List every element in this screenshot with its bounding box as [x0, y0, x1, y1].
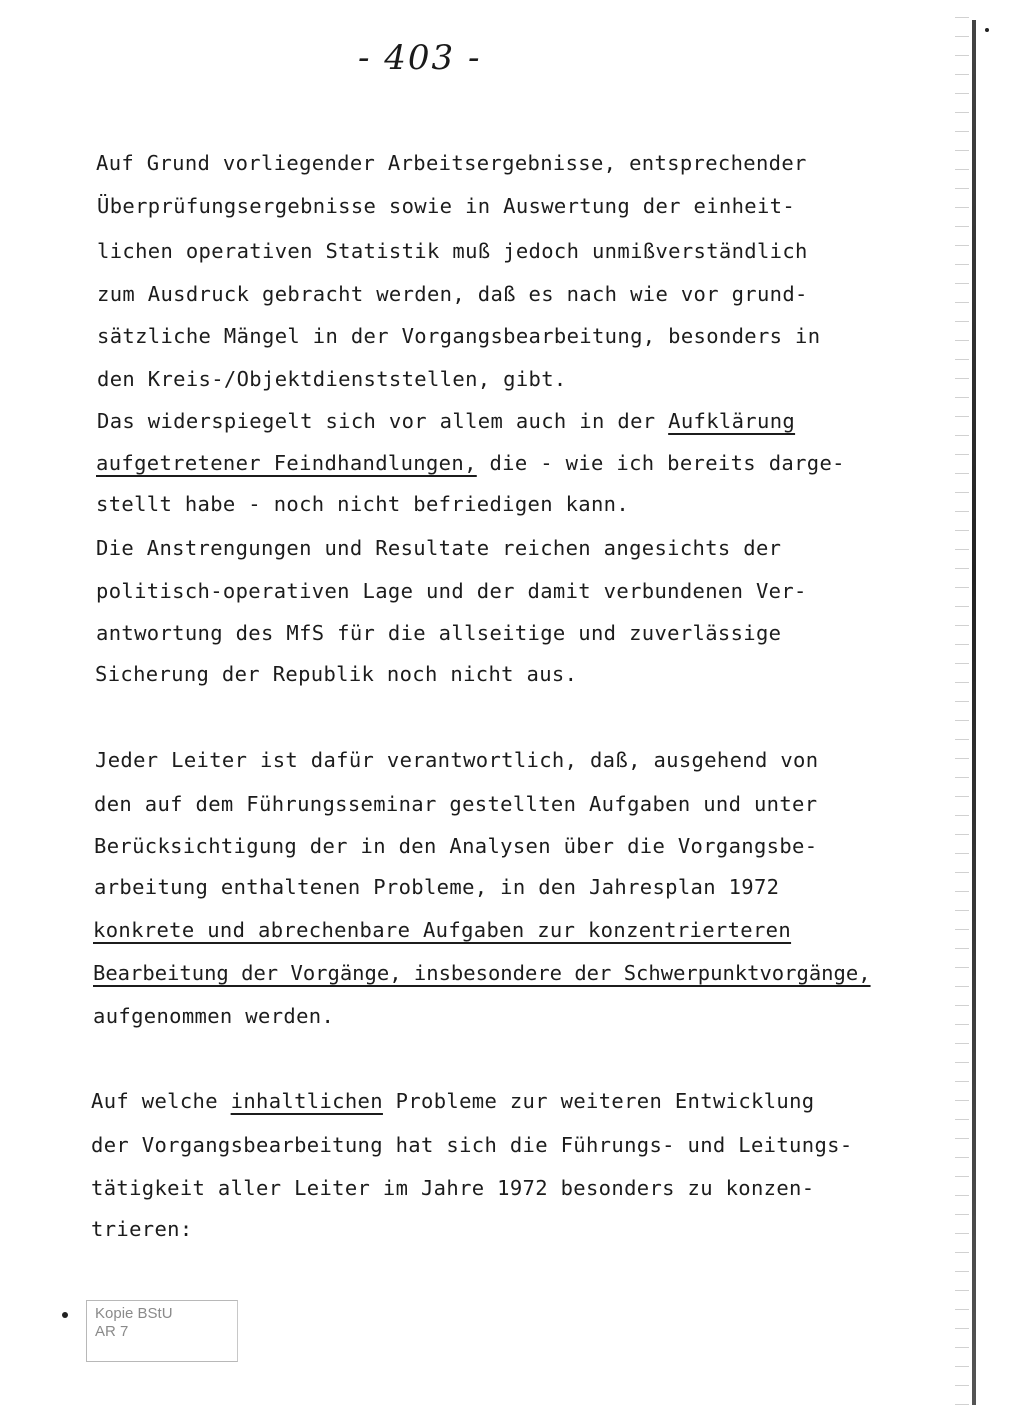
text-line: [91, 1088, 814, 1114]
text-line: trieren:: [91, 1217, 193, 1241]
text-span: Das widerspiegelt sich vor allem auch in der: [97, 409, 656, 433]
text-line: [97, 408, 795, 434]
text-line: aufgenommen werden.: [93, 1004, 335, 1028]
text-line: der Vorgangsbearbeitung hat sich die Führungs- und Leitungs-: [91, 1133, 853, 1157]
text-line: Berücksichtigung der in den Analysen über die Vorgangsbe-: [94, 834, 818, 858]
text-span: Probleme zur weiteren Entwicklung: [395, 1089, 815, 1113]
text-line: lichen operativen Statistik muß jedoch unmißverständlich: [97, 239, 808, 263]
archive-stamp: [86, 1300, 238, 1362]
text-line: sätzliche Mängel in der Vorgangsbearbeitung, besonders in: [97, 324, 821, 348]
page-number: - 403 -: [358, 38, 482, 78]
ink-dot: [62, 1312, 68, 1318]
text-line: den Kreis-/Objektdienststellen, gibt.: [97, 367, 567, 391]
stamp-line-1: Kopie BStU: [95, 1305, 173, 1322]
text-line: Jeder Leiter ist dafür verantwortlich, daß, ausgehend von: [95, 748, 819, 772]
text-line: zum Ausdruck gebracht werden, daß es nach wie vor grund-: [97, 282, 808, 306]
text-line: Auf Grund vorliegender Arbeitsergebnisse, entsprechender: [96, 151, 807, 175]
text-line: [96, 450, 845, 476]
underlined-text-line: konkrete und abrechenbare Aufgaben zur konzentrierteren: [93, 918, 792, 942]
ink-dot: [985, 28, 989, 32]
scan-edge-noise: [955, 10, 969, 1410]
text-line: stellt habe - noch nicht befriedigen kann.: [96, 492, 630, 516]
text-line: politisch-operativen Lage und der damit verbundenen Ver-: [96, 579, 807, 603]
text-line: Die Anstrengungen und Resultate reichen angesichts der: [96, 536, 782, 560]
text-line: arbeitung enthaltenen Probleme, in den Jahresplan 1972: [94, 875, 780, 899]
text-span: die - wie ich bereits darge-: [489, 451, 845, 475]
text-span: Auf welche: [91, 1089, 218, 1113]
text-line: Sicherung der Republik noch nicht aus.: [95, 662, 578, 686]
underlined-text-line: Bearbeitung der Vorgänge, insbesondere der Schwerpunktvorgänge,: [93, 961, 871, 985]
text-line: tätigkeit aller Leiter im Jahre 1972 besonders zu konzen-: [91, 1176, 815, 1200]
text-line: antwortung des MfS für die allseitige und zuverlässige: [96, 621, 782, 645]
underlined-text: inhaltlichen: [230, 1089, 383, 1113]
underlined-text: Aufklärung: [668, 409, 796, 433]
stamp-line-2: AR 7: [95, 1323, 129, 1340]
text-line: Überprüfungsergebnisse sowie in Auswertung der einheit-: [97, 194, 796, 218]
text-line: den auf dem Führungsseminar gestellten Aufgaben und unter: [94, 792, 818, 816]
underlined-text: aufgetretener Feindhandlungen,: [96, 451, 477, 475]
scan-edge-bar: [972, 20, 976, 1405]
